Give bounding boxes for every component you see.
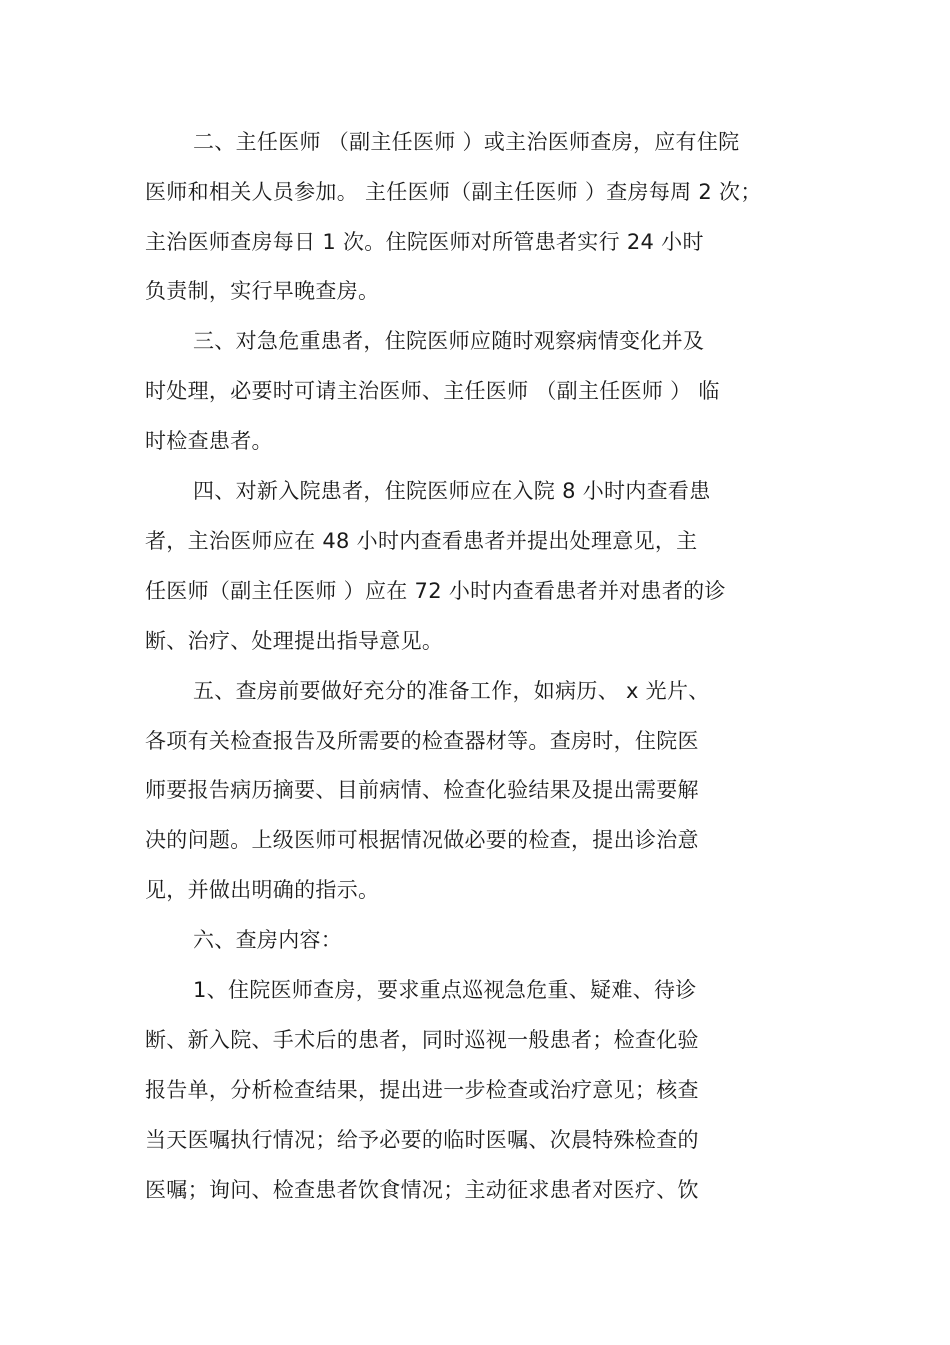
text-line-19: 断、新入院、手术后的患者，同时巡视一般患者；检查化验 bbox=[145, 1028, 699, 1052]
text-line-8: 四、对新入院患者，住院医师应在入院 8 小时内查看患 bbox=[193, 479, 711, 503]
text-line-22: 医嘱；询问、检查患者饮食情况；主动征求患者对医疗、饮 bbox=[145, 1178, 699, 1202]
text-line-15: 决的问题。上级医师可根据情况做必要的检查，提出诊治意 bbox=[145, 828, 699, 852]
text-line-9: 者，主治医师应在 48 小时内查看患者并提出处理意见，主 bbox=[145, 529, 698, 553]
text-line-2: 医师和相关人员参加。 主任医师（副主任医师 ）查房每周 2 次； bbox=[145, 180, 762, 204]
text-line-20: 报告单，分析检查结果，提出进一步检查或治疗意见；核查 bbox=[145, 1078, 699, 1102]
text-line-21: 当天医嘱执行情况；给予必要的临时医嘱、次晨特殊检查的 bbox=[145, 1128, 699, 1152]
text-line-1: 二、主任医师 （副主任医师 ）或主治医师查房，应有住院 bbox=[193, 130, 740, 154]
text-line-17: 六、查房内容： bbox=[193, 928, 343, 952]
text-line-11: 断、治疗、处理提出指导意见。 bbox=[145, 629, 444, 653]
text-line-6: 时处理，必要时可请主治医师、主任医师 （副主任医师 ） 临 bbox=[145, 379, 720, 403]
text-line-14: 师要报告病历摘要、目前病情、检查化验结果及提出需要解 bbox=[145, 778, 699, 802]
text-line-10: 任医师（副主任医师 ）应在 72 小时内查看患者并对患者的诊 bbox=[145, 579, 726, 603]
text-line-5: 三、对急危重患者，住院医师应随时观察病情变化并及 bbox=[193, 329, 705, 353]
text-line-13: 各项有关检查报告及所需要的检查器材等。查房时，住院医 bbox=[145, 729, 699, 753]
text-line-3: 主治医师查房每日 1 次。住院医师对所管患者实行 24 小时 bbox=[145, 230, 704, 254]
text-line-16: 见，并做出明确的指示。 bbox=[145, 878, 380, 902]
text-line-4: 负责制，实行早晚查房。 bbox=[145, 279, 380, 303]
text-line-12: 五、查房前要做好充分的准备工作，如病历、 x 光片、 bbox=[193, 679, 710, 703]
text-line-18: 1、住院医师查房，要求重点巡视急危重、疑难、待诊 bbox=[193, 978, 697, 1002]
text-line-7: 时检查患者。 bbox=[145, 429, 273, 453]
